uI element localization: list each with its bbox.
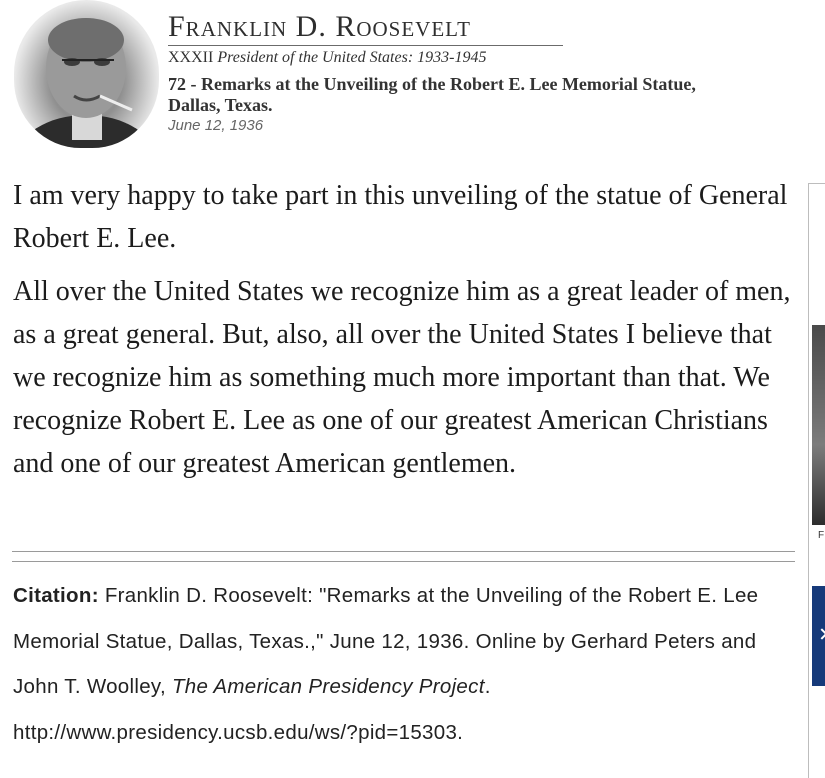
chevron-right-icon <box>816 628 825 639</box>
citation-publication: The American Presidency Project <box>171 675 485 698</box>
speech-paragraph-1: I am very happy to take part in this unveiling of the statue of General Robert E. Lee. <box>13 180 788 254</box>
divider-bottom <box>12 561 795 562</box>
document-title-line1: 72 - Remarks at the Unveiling of the Robert E. Lee Memorial Statue, <box>168 74 696 94</box>
document-date: June 12, 1936 <box>168 117 264 134</box>
sidebar-caption: F <box>818 530 825 541</box>
portrait-image <box>14 0 159 148</box>
citation-text: Franklin D. Roosevelt: "Remarks at the Unveiling of the Robert E. Lee Memorial Statue, Dallas, Texas.," June 12, 1936. Online by Gerhard Peters and John T. Woolley, <box>13 584 759 698</box>
president-term <box>168 48 825 68</box>
divider-top <box>12 551 795 552</box>
document-title <box>168 74 825 116</box>
term-text: President of the United States: 1933-1945 <box>217 49 487 66</box>
speech-body <box>13 174 793 495</box>
speech-paragraph-2: All over the United States we recognize him as a great leader of men, as a great general. But, also, all over the United States I believe that we recognize him as something much more important than that. We recognize Robert E. Lee as one of our greatest American Christians and one of our greatest American gentlemen. <box>13 276 791 479</box>
president-portrait <box>14 0 159 148</box>
citation-url[interactable]: . http://www.presidency.ucsb.edu/ws/?pid=15303. <box>13 675 491 744</box>
sidebar-photo[interactable] <box>812 325 825 525</box>
citation-block <box>13 573 783 755</box>
document-header <box>168 10 825 134</box>
sidebar-banner[interactable] <box>812 586 825 686</box>
term-numeral: XXXII <box>168 49 214 66</box>
president-name[interactable]: Franklin D. Roosevelt <box>168 10 563 46</box>
document-title-place: Dallas, Texas. <box>168 95 273 115</box>
citation-label: Citation: <box>13 584 99 607</box>
